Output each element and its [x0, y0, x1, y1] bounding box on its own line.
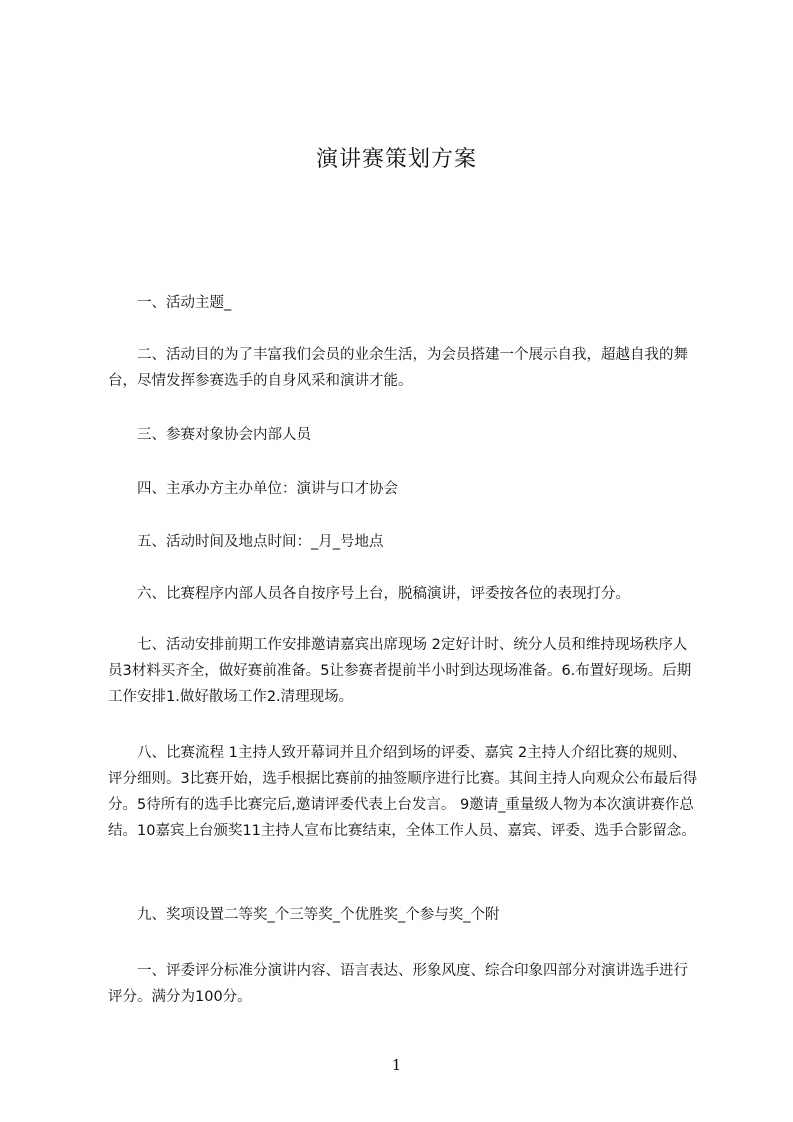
paragraph-activity-arrangement: 七、活动安排前期工作安排邀请嘉宾出席现场 2定好计时、统分人员和维持现场秩序人员3材料买齐全，做好赛前准备。5让参赛者提前半小时到达现场准备。6.布置好现场。后期工作安排1.做好散场工作2.清理现场。 [108, 637, 692, 705]
paragraph-awards: 九、奖项设置二等奖_个三等奖_个优胜奖_个参与奖_个附 [137, 907, 500, 923]
document-title: 演讲赛策划方案 [315, 147, 477, 172]
paragraph-scoring-criteria: 一、评委评分标准分演讲内容、语言表达、形象风度、综合印象四部分对演讲选手进行评分。满分为100分。 [108, 963, 688, 1005]
paragraph-competition-flow: 八、比赛流程 1主持人致开幕词并且介绍到场的评委、嘉宾 2主持人介绍比赛的规则、评分细则。3比赛开始，选手根据比赛前的抽签顺序进行比赛。其间主持人向观众公布最后得分。5待所有的选手比赛完后,邀请评委代表上台发言。 9邀请_重量级人物为本次演讲赛作总结。10嘉宾上台颁奖11主持人宣布比赛结束，全体工作人员、嘉宾、评委、选手合影留念。 [108, 745, 698, 839]
page-number: 1 [391, 1056, 402, 1074]
paragraph-activity-theme: 一、活动主题_ [137, 295, 232, 311]
paragraph-organizers: 四、主承办方主办单位：演讲与口才协会 [137, 481, 398, 497]
paragraph-time-location: 五、活动时间及地点时间：_月_号地点 [137, 534, 384, 550]
paragraph-competition-procedure: 六、比赛程序内部人员各自按序号上台，脱稿演讲，评委按各位的表现打分。 [137, 586, 630, 602]
paragraph-activity-purpose: 二、活动目的为了丰富我们会员的业余生活，为会员搭建一个展示自我，超越自我的舞台，尽情发挥参赛选手的自身风采和演讲才能。 [108, 347, 688, 389]
paragraph-participants: 三、参赛对象协会内部人员 [137, 427, 311, 443]
